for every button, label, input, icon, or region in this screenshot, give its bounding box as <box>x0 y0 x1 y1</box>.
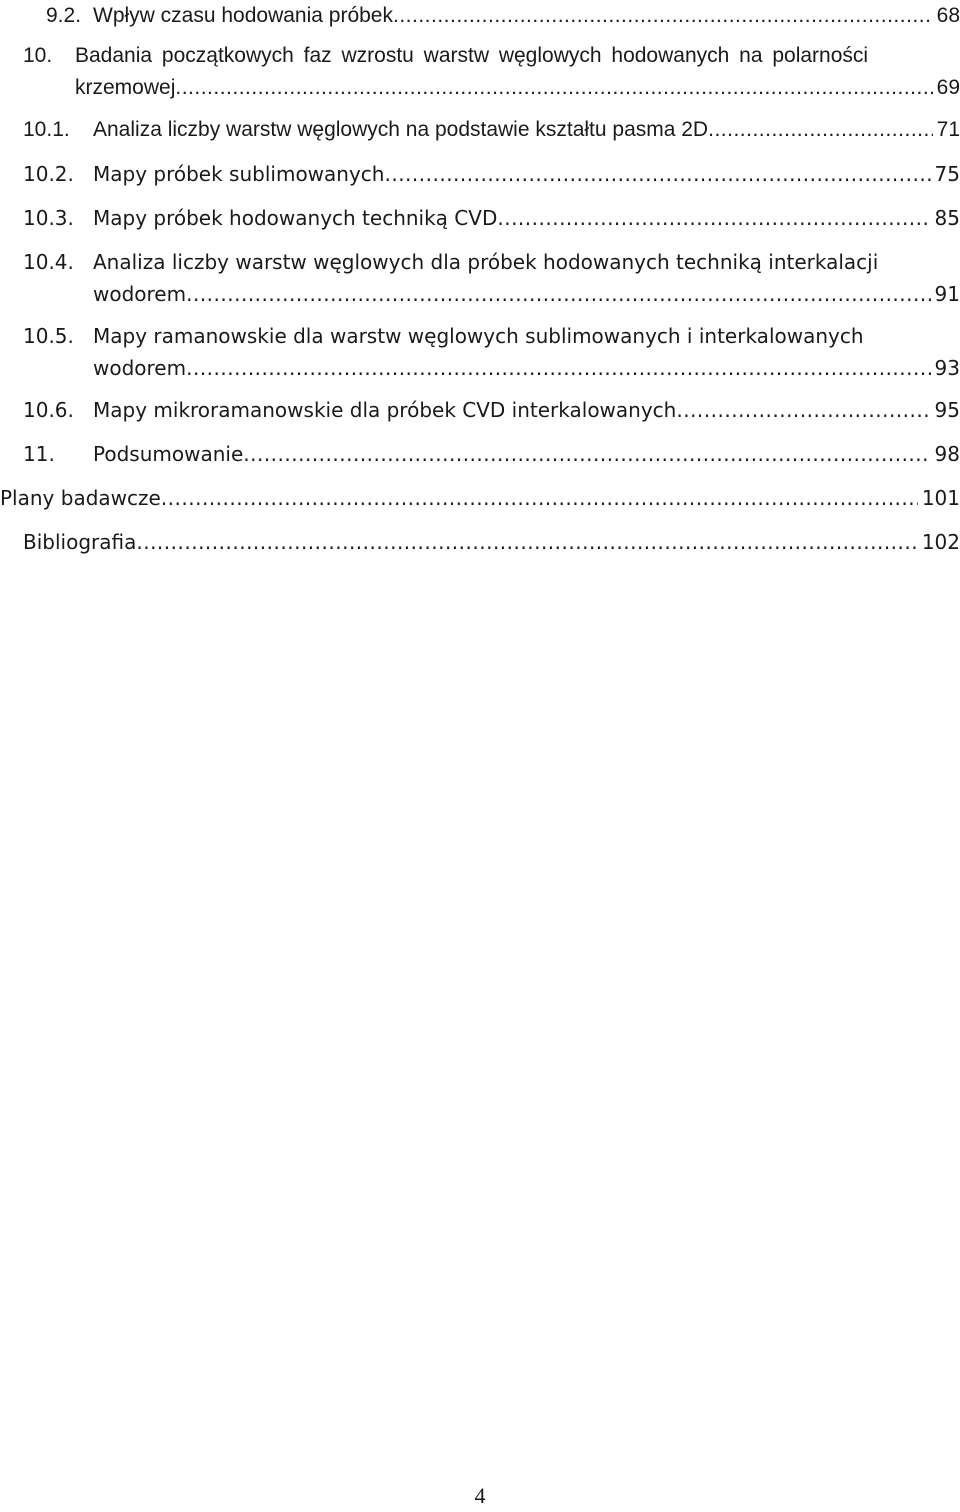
toc-title: Plany badawcze <box>0 486 161 510</box>
toc-title-line1: Analiza liczby warstw węglowych dla próbek hodowanych techniką interkalacji <box>93 250 879 274</box>
toc-leader-dots <box>186 352 930 384</box>
toc-entry-9-2[interactable] <box>0 0 960 32</box>
toc-number: 11. <box>23 442 55 466</box>
toc-page-number: 101 <box>921 486 960 510</box>
toc-number: 10.3. <box>23 206 74 230</box>
toc-entry-10[interactable] <box>0 40 960 104</box>
toc-page-number: 91 <box>934 282 960 306</box>
toc-title: Podsumowanie <box>93 442 244 466</box>
toc-page-number: 85 <box>934 206 960 230</box>
toc-title: Wpływ czasu hodowania próbek <box>93 4 393 27</box>
toc-title: Mapy mikroramanowskie dla próbek CVD interkalowanych <box>93 398 677 422</box>
toc-page-number: 71 <box>936 118 960 141</box>
toc-title-line1: Mapy ramanowskie dla warstw węglowych sublimowanych i interkalowanych <box>93 324 864 348</box>
toc-entry-10-5[interactable] <box>0 320 960 384</box>
toc-leader-dots <box>676 394 930 426</box>
toc-entry-10-6[interactable] <box>0 394 960 426</box>
toc-title-line1: Badania początkowych faz wzrostu warstw węglowych hodowanych na polarności <box>75 44 869 67</box>
toc-title-line2: wodorem <box>93 356 187 380</box>
toc-number: 10. <box>23 44 53 67</box>
toc-page-number: 98 <box>934 442 960 466</box>
toc-entry-10-2[interactable] <box>0 158 960 190</box>
toc-page-number: 69 <box>936 76 960 99</box>
toc-page-number: 102 <box>921 530 960 554</box>
toc-entry-10-3[interactable] <box>0 202 960 234</box>
toc-title: Mapy próbek hodowanych techniką CVD <box>93 206 498 230</box>
toc-number: 10.4. <box>23 250 74 274</box>
toc-entry-11[interactable] <box>0 438 960 470</box>
toc-number: 9.2. <box>46 4 82 27</box>
toc-entry-10-1[interactable] <box>0 114 960 146</box>
toc-title: Analiza liczby warstw węglowych na podstawie kształtu pasma 2D <box>93 118 709 141</box>
toc-leader-dots <box>175 72 932 104</box>
toc-entry-bibliografia[interactable] <box>0 526 960 558</box>
toc-number: 10.5. <box>23 324 74 348</box>
toc-leader-dots <box>243 438 930 470</box>
toc-leader-dots <box>161 482 918 514</box>
toc-number: 10.1. <box>23 118 70 141</box>
toc-leader-dots <box>497 202 930 234</box>
toc-page-number: 75 <box>934 162 960 186</box>
toc-number: 10.2. <box>23 162 74 186</box>
page-number-footer: 4 <box>474 1483 486 1508</box>
toc-leader-dots <box>136 526 917 558</box>
toc-page-number: 95 <box>934 398 960 422</box>
toc-title-line2: krzemowej <box>75 76 176 99</box>
toc-entry-plany-badawcze[interactable] <box>0 482 960 514</box>
toc-page-number: 93 <box>934 356 960 380</box>
toc-leader-dots <box>708 114 933 146</box>
toc-page-number: 68 <box>936 4 960 27</box>
toc-title: Mapy próbek sublimowanych <box>93 162 385 186</box>
toc-leader-dots <box>393 0 933 32</box>
toc-leader-dots <box>186 278 930 310</box>
toc-number: 10.6. <box>23 398 74 422</box>
toc-leader-dots <box>384 158 930 190</box>
toc-title-line2: wodorem <box>93 282 187 306</box>
toc-title: Bibliografia <box>23 530 137 554</box>
toc-entry-10-4[interactable] <box>0 246 960 310</box>
